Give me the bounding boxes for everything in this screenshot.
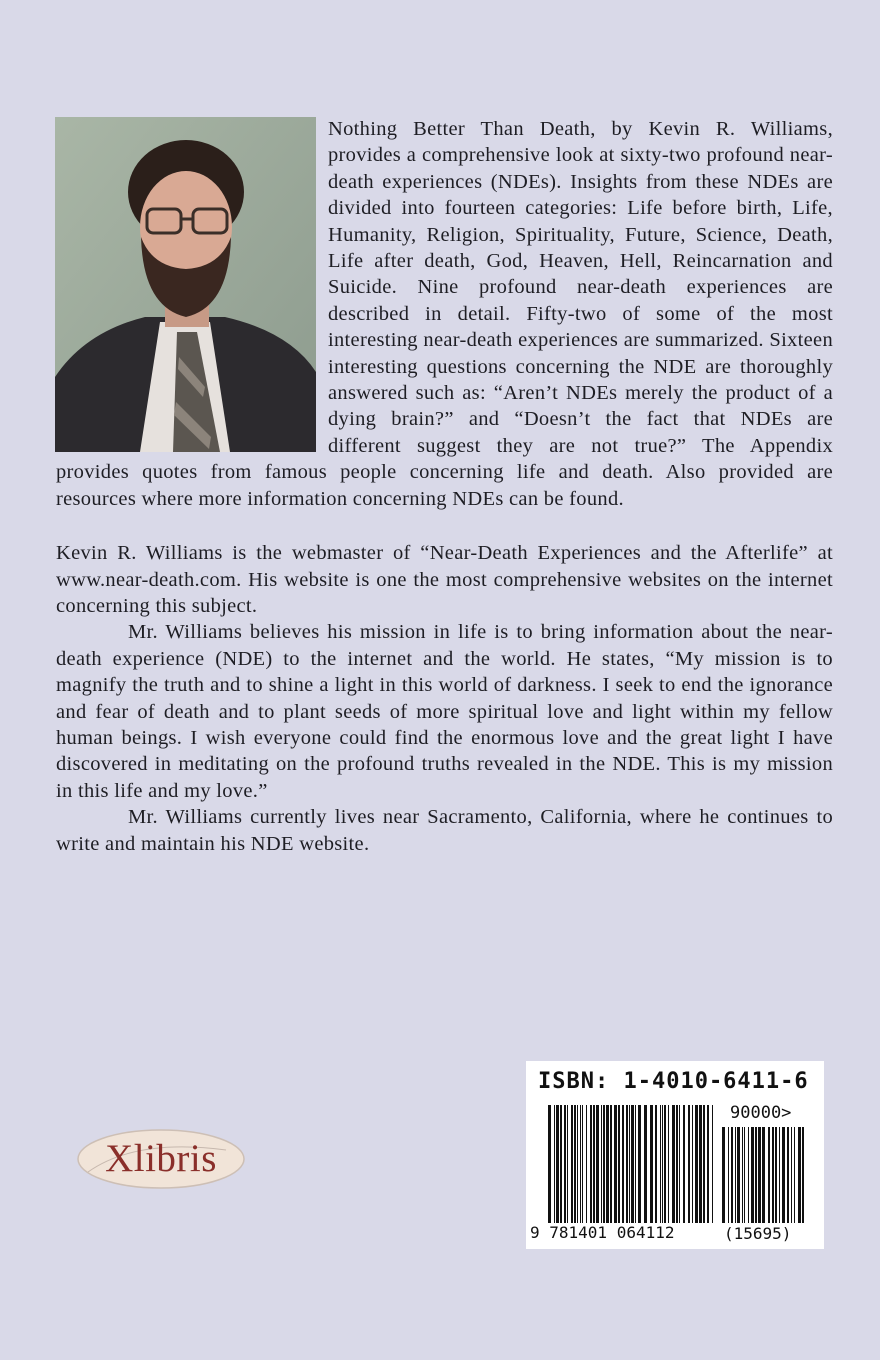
publisher-logo-text: Xlibris bbox=[105, 1137, 217, 1180]
ean-barcode bbox=[548, 1105, 716, 1223]
ean-digits: 9 781401 064112 bbox=[530, 1223, 675, 1242]
publisher-logo bbox=[76, 1128, 246, 1190]
author-mission: Mr. Williams believes his mission in life is to bring information about the near-death experience (NDE) to the internet and the world. He states, “My mission is to magnify the truth and to shine a light in this world of darkness. I seek to end the ignorance and fear of death and to plant seeds of more spiritual love and light within my fellow human beings. I wish everyone could find the enormous love and the great light I have discovered in meditating on the profound truths revealed in the NDE. This is my mission in this life and my love.” bbox=[56, 621, 833, 802]
addon-barcode bbox=[722, 1127, 806, 1223]
isbn-barcode-block bbox=[526, 1061, 824, 1249]
book-description: Nothing Better Than Death, by Kevin R. Williams, provides a comprehensive look at sixty-two profound near-death experiences (NDEs). Insights from these NDEs are divided into fourteen categories: Life before birth, Life, Humanity, Religion, Spirituality, Future, Science, Death, Life after death, God, Heaven, Hell, Reincarnation and Suicide. Nine profound near-death experiences are described in detail. Fifty-two of some of the most interesting near-death experiences are summarized. Sixteen interesting questions concerning the NDE are thoroughly answered such as: “Aren’t NDEs merely the product of a dying brain?” and “Doesn’t the fact that NDEs are different suggest they are not true?” The Appendix provides quotes from famous people concerning life and death. Also provided are resources where more information concerning NDEs can be found. bbox=[56, 118, 833, 510]
author-location: Mr. Williams currently lives near Sacramento, California, where he continues to write and maintain his NDE website. bbox=[56, 806, 833, 855]
price-addon-digits: 90000> bbox=[730, 1103, 792, 1123]
price-code: (15695) bbox=[724, 1224, 792, 1243]
cover-copy bbox=[56, 116, 833, 857]
isbn-label: ISBN: 1-4010-6411-6 bbox=[538, 1069, 809, 1094]
author-bio-intro: Kevin R. Williams is the webmaster of “Near-Death Experiences and the Afterlife” at www.near-death.com. His website is one the most comprehensive websites on the internet concerning this subject. bbox=[56, 542, 833, 617]
photo-spacer bbox=[56, 116, 328, 456]
